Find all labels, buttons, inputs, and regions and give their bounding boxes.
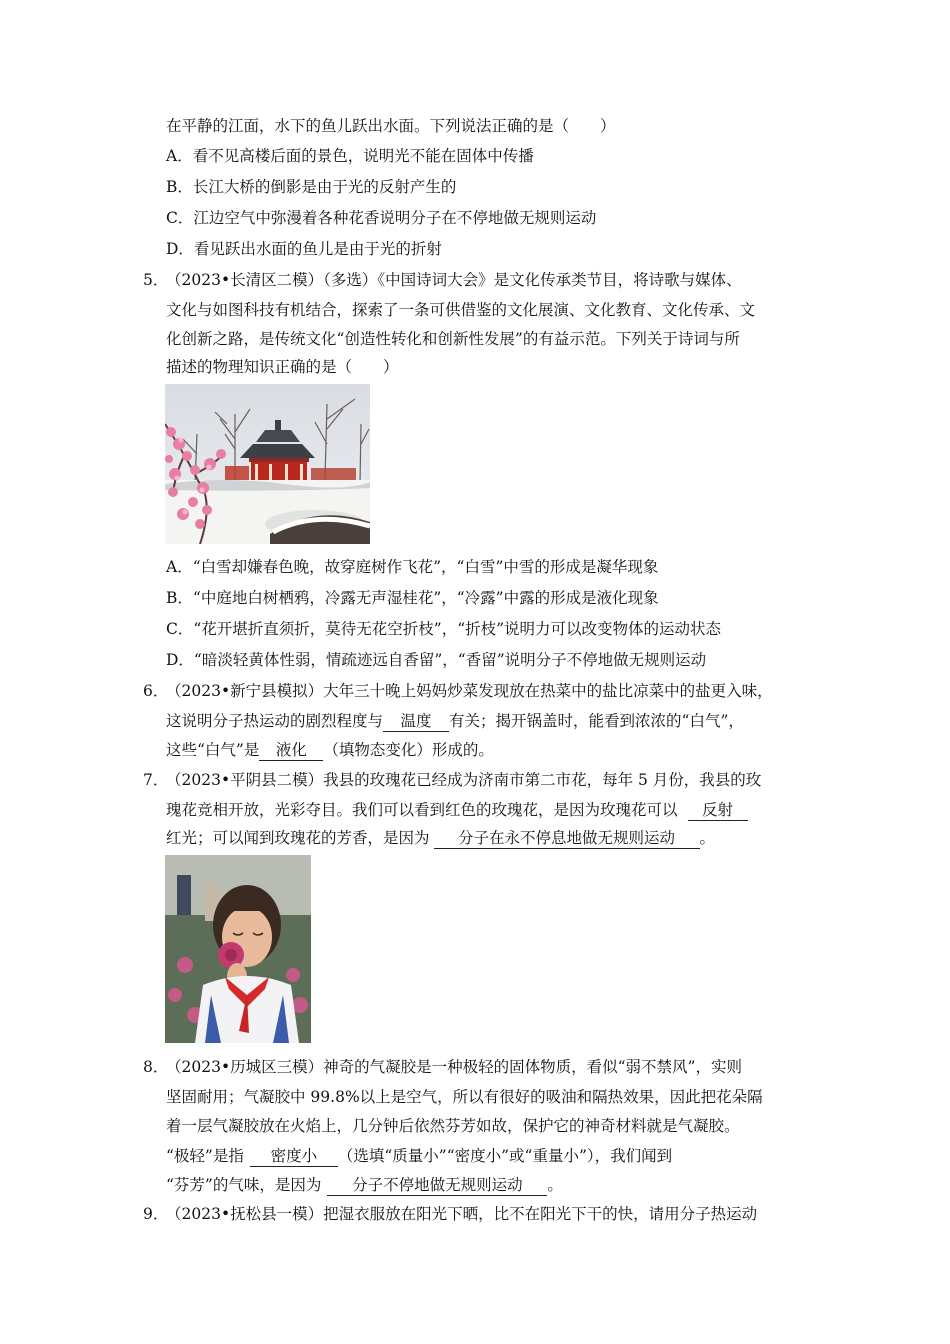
q7-answer-2: 分子在永不停息地做无规则运动: [434, 828, 700, 849]
q6-line-2-text-b: 有关；揭开锅盖时，能看到浓浓的“白气”，: [449, 712, 744, 730]
q5-line-4: 描述的物理知识正确的是（ ）: [166, 358, 399, 376]
q8-line-5-text-b: 。: [547, 1176, 563, 1194]
q5-line-3: 化创新之路，是传统文化“创造性转化和创新性发展”的有益示范。下列关于诗词与所: [166, 330, 740, 348]
q5-line-1: （2023•长清区二模）（多选）《中国诗词大会》是文化传承类节目，将诗歌与媒体、: [166, 271, 742, 289]
q6-number: 6．: [143, 682, 169, 700]
q5-option-d: D．“暗淡轻黄体性弱，情疏迹远自香留”，“香留”说明分子不停地做无规则运动: [166, 651, 707, 669]
q7-line-1: （2023•平阴县二模）我县的玫瑰花已经成为济南市第二市花，每年 5 月份，我县的玫: [166, 771, 762, 789]
q7-line-2: [166, 800, 748, 821]
q6-line-2: [166, 711, 744, 732]
q7-number: 7．: [143, 771, 169, 789]
q8-line-5: [166, 1175, 563, 1196]
q6-line-1: （2023•新宁县模拟）大年三十晚上妈妈炒菜发现放在热菜中的盐比凉菜中的盐更入味，: [166, 682, 773, 700]
q8-line-1: （2023•历城区三模）神奇的气凝胶是一种极轻的固体物质，看似“弱不禁风”，实则: [166, 1058, 742, 1076]
q4-option-c: C．江边空气中弥漫着各种花香说明分子在不停地做无规则运动: [166, 209, 597, 227]
q8-answer-1: 密度小: [250, 1146, 338, 1167]
q4-stem-tail: 在平静的江面，水下的鱼儿跃出水面。下列说法正确的是（ ）: [166, 117, 616, 135]
q8-line-3: 着一层气凝胶放在火焰上，几分钟后依然芬芳如故，保护它的神奇材料就是气凝胶。: [166, 1117, 740, 1135]
q5-option-a: A．“白雪却嫌春色晚，故穿庭树作飞花”，“白雪”中雪的形成是凝华现象: [166, 558, 659, 576]
q4-option-b: B．长江大桥的倒影是由于光的反射产生的: [166, 178, 457, 196]
q8-number: 8．: [143, 1058, 169, 1076]
q6-line-3-text-b: （填物态变化）形成的。: [323, 741, 494, 759]
q5-option-c: C．“花开堪折直须折，莫待无花空折枝”，“折枝”说明力可以改变物体的运动状态: [166, 620, 722, 638]
q8-line-4-text-b: （选填“质量小”“密度小”或“重量小”），我们闻到: [337, 1147, 673, 1165]
snowy-pavilion-image: [165, 384, 370, 544]
q9-line-1: （2023•抚松县一模）把湿衣服放在阳光下晒，比不在阳光下干的快，请用分子热运动: [166, 1205, 758, 1223]
q8-line-5-text-a: “芬芳”的气味，是因为: [166, 1176, 322, 1194]
girl-smelling-rose-image: [165, 855, 311, 1043]
q7-answer-1: 反射: [688, 800, 748, 821]
q7-line-3-text-b: 。: [699, 829, 716, 847]
q6-line-2-text-a: 这说明分子热运动的剧烈程度与: [166, 712, 384, 730]
q6-line-3: [166, 740, 494, 761]
q6-answer-1: 温度: [383, 711, 449, 732]
q8-line-4-text-a: “极轻”是指: [166, 1147, 244, 1165]
q8-answer-2: 分子不停地做无规则运动: [327, 1175, 547, 1196]
q5-line-2: 文化与如图科技有机结合，探索了一条可供借鉴的文化展演、文化教育、文化传承、文: [166, 301, 756, 319]
q8-line-4: [166, 1146, 672, 1167]
q8-line-2: 坚固耐用；气凝胶中 99.8%以上是空气，所以有很好的吸油和隔热效果，因此把花朵隔: [166, 1088, 763, 1106]
q7-line-2-text-a: 瑰花竞相开放，光彩夺目。我们可以看到红色的玫瑰花，是因为玫瑰花可以: [166, 801, 678, 819]
q6-line-3-text-a: 这些“白气”是: [166, 741, 260, 759]
q7-line-3: [166, 828, 715, 849]
q6-answer-2: 液化: [259, 740, 323, 761]
q4-option-a: A．看不见高楼后面的景色，说明光不能在固体中传播: [166, 147, 534, 165]
q5-number: 5．: [143, 271, 169, 289]
q7-line-3-text-a: 红光；可以闻到玫瑰花的芳香，是因为: [166, 829, 430, 847]
q5-option-b: B．“中庭地白树栖鸦，冷露无声湿桂花”，“冷露”中露的形成是液化现象: [166, 589, 659, 607]
q9-number: 9．: [143, 1205, 169, 1223]
q4-option-d: D．看见跃出水面的鱼儿是由于光的折射: [166, 240, 442, 258]
